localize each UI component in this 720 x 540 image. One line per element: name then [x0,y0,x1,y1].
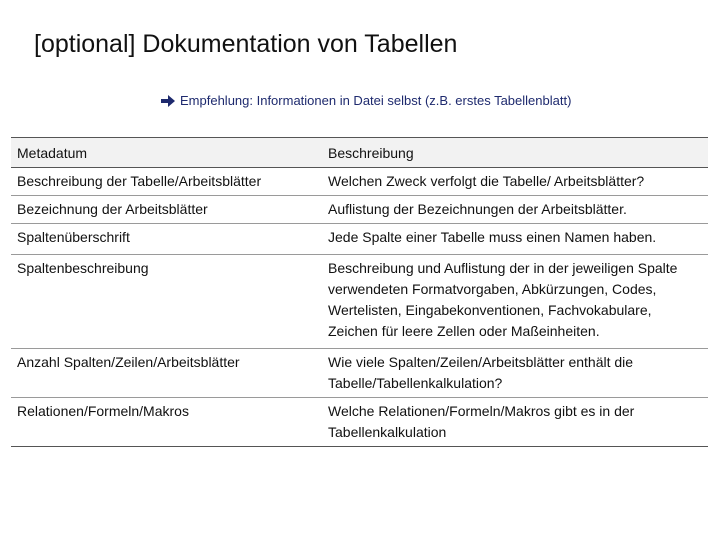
arrow-right-icon [161,95,175,107]
column-header: Beschreibung [322,138,708,168]
beschreibung-cell: Jede Spalte einer Tabelle muss einen Namen haben. [322,224,708,255]
table-row [11,224,708,255]
metadatum-cell: Beschreibung der Tabelle/Arbeitsblätter [11,168,322,196]
table-header-row [11,138,708,168]
table-row [11,349,708,398]
table-row [11,398,708,447]
metadatum-cell: Bezeichnung der Arbeitsblätter [11,196,322,224]
beschreibung-cell: Welchen Zweck verfolgt die Tabelle/ Arbeitsblätter? [322,168,708,196]
table-row [11,255,708,349]
beschreibung-cell: Auflistung der Bezeichnungen der Arbeitsblätter. [322,196,708,224]
beschreibung-cell: Welche Relationen/Formeln/Makros gibt es in der Tabellenkalkulation [322,398,708,447]
metadatum-cell: Relationen/Formeln/Makros [11,398,322,447]
recommendation-line [161,93,571,108]
metadatum-cell: Anzahl Spalten/Zeilen/Arbeitsblätter [11,349,322,398]
metadatum-cell: Spaltenbeschreibung [11,255,322,349]
table-row [11,196,708,224]
beschreibung-cell: Wie viele Spalten/Zeilen/Arbeitsblätter enthält die Tabelle/Tabellenkalkulation? [322,349,708,398]
slide-title: [optional] Dokumentation von Tabellen [34,30,458,58]
metadata-table [11,137,708,447]
beschreibung-cell: Beschreibung und Auflistung der in der jeweiligen Spalte verwendeten Formatvorgaben, Abkürzungen, Codes, Wertelisten, Eingabekonventionen, Fachvokabulare, Zeichen für leere Zellen oder Maßeinheiten. [322,255,708,349]
recommendation-text: Empfehlung: Informationen in Datei selbst (z.B. erstes Tabellenblatt) [180,93,572,108]
metadatum-cell: Spaltenüberschrift [11,224,322,255]
column-header: Metadatum [11,138,322,168]
table-row [11,168,708,196]
